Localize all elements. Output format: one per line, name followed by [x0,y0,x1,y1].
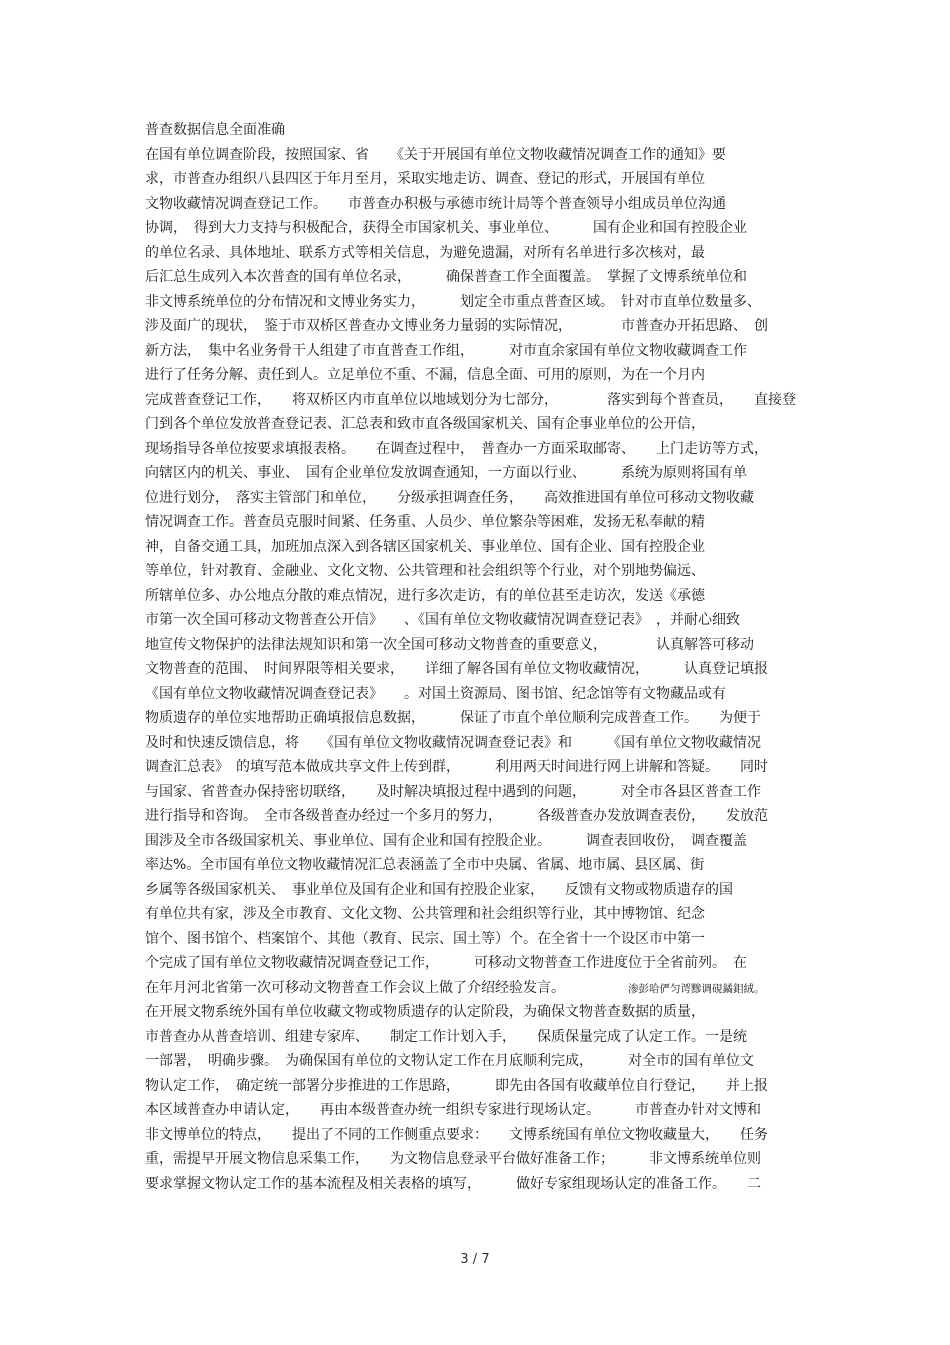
text-line: 神，自备交通工具，加班加点深入到各辖区国家机关、事业单位、国有企业、国有控股企业 [145,538,705,555]
text-line: 与国家、省普查办保持密切联络， 及时解决填报过程中遇到的问题， 对全市各县区普查工作 [145,783,761,800]
text-line: 一部署， 明确步骤。 为确保国有单位的文物认定工作在月底顺利完成， 对全市的国有单位文 [145,1053,754,1069]
text-line: 调查汇总表》 的填写范本做成共享文件上传到群， 利用两天时间进行网上讲解和答疑。 同时 [145,759,768,775]
text-line: 率达%。全市国有单位文物收藏情况汇总表涵盖了全市中央属、省属、地市属、县区属、街 [145,857,705,873]
text-line: 后汇总生成列入本次普查的国有单位名录， 确保普查工作全面覆盖。 掌握了文博系统单位和 [145,269,747,285]
text-line: 位进行划分， 落实主管部门和单位， 分级承担调查任务， 高效推进国有单位可移动文物收藏 [145,489,754,506]
text-line: 现场指导各单位按要求填报表格。 在调查过程中， 普查办一方面采取邮寄、 上门走访等方式， [145,440,768,457]
text-line: 向辖区内的机关、事业、 国有企业单位发放调查通知，一方面以行业、 系统为原则将国有单 [145,465,747,481]
text-line: 个完成了国有单位文物收藏情况调查登记工作， 可移动文物普查工作进度位于全省前列。 在 [145,955,747,971]
text-line: 文物收藏情况调查登记工作。 市普查办积极与承德市统计局等个普查领导小组成员单位沟通 [145,195,726,212]
text-line: 乡属等各级国家机关、 事业单位及国有企业和国有控股企业家， 反馈有文物或物质遗存的国 [145,881,733,898]
text-line: 新方法， 集中名业务骨干人组建了市直普查工作组， 对市直余家国有单位文物收藏调查工作 [145,342,747,359]
text-line: 地宣传文物保护的法律法规知识和第一次全国可移动文物普查的重要意义， 认真解答可移动 [145,636,754,653]
text-line: 馆个、图书馆个、档案馆个、其他（教育、民宗、国土等）个。在全省十一个设区市中第一 [145,930,705,947]
text-line: 进行了任务分解、责任到人。立足单位不重、不漏，信息全面、可用的原则，为在一个月内 [145,367,705,383]
text-line: 及时和快速反馈信息，将 《国有单位文物收藏情况调查登记表》和 《国有单位文物收藏情况 [145,734,761,751]
text-line: 的单位名录、具体地址、联系方式等相关信息，为避免遗漏，对所有名单进行多次核对，最 [145,244,705,261]
text-line: 完成普查登记工作， 将双桥区内市直单位以地域划分为七部分， 落实到每个普查员， 直接登 [145,391,796,408]
text-line: 求，市普查办组织八县四区于年月至月，采取实地走访、调查、登记的形式，开展国有单位 [145,171,705,187]
body-text [145,118,810,1196]
text-line: 有单位共有家，涉及全市教育、文化文物、公共管理和社会组织等行业，其中博物馆、纪念 [145,906,705,922]
text-line-with-note [145,976,810,1001]
text-line: 等单位，针对教育、金融业、文化文物、公共管理和社会组织等个行业，对个别地势偏远、 [145,563,705,579]
text-line: 物认定工作， 确定统一部署分步推进的工作思路， 即先由各国有收藏单位自行登记， 并上报 [145,1077,768,1094]
text-line: 所辖单位多、办公地点分散的难点情况，进行多次走访，有的单位甚至走访次，发送《承德 [145,587,705,604]
text-line: 要求掌握文物认定工作的基本流程及相关表格的填写， 做好专家组现场认定的准备工作。 二 [145,1175,761,1192]
page-number: 3 / 7 [460,1252,490,1267]
text-line: 门到各个单位发放普查登记表、汇总表和致市直各级国家机关、国有企事业单位的公开信， [145,416,705,432]
text-line: 市第一次全国可移动文物普查公开信》 、《国有单位文物收藏情况调查登记表》 ，并耐心细致 [145,612,740,628]
inline-note: 渗彭哈俨匀谔黲调硯鐍鉬絨。 [628,982,765,995]
text-line: 本区域普查办申请认定， 再由本级普查办统一组织专家进行现场认定。 市普查办针对文博和 [145,1102,761,1118]
text-line: 文物普查的范围、 时间界限等相关要求， 详细了解各国有单位文物收藏情况， 认真登记填报 [145,661,768,677]
text-segment: 在年月河北省第一次可移动文物普查工作会议上做了介绍经验发言。 [145,979,628,996]
text-line: 在国有单位调查阶段，按照国家、省 《关于开展国有单位文物收藏情况调查工作的通知》要 [145,146,726,163]
text-line: 非文博单位的特点， 提出了不同的工作侧重点要求： 文博系统国有单位文物收藏量大， 任务 [145,1126,768,1143]
text-line: 进行指导和咨询。 全市各级普查办经过一个多月的努力， 各级普查办发放调查表份， 发放范 [145,808,768,824]
text-line: 《国有单位文物收藏情况调查登记表》 。对国土资源局、图书馆、纪念馆等有文物藏品或有 [145,685,726,702]
text-line: 涉及面广的现状， 鉴于市双桥区普查办文博业务力量弱的实际情况， 市普查办开拓思路、 创 [145,318,768,334]
text-line: 协调， 得到大力支持与积极配合，获得全市国家机关、事业单位、 国有企业和国有控股企业 [145,220,747,236]
text-line: 围涉及全市各级国家机关、事业单位、国有企业和国有控股企业。 调查表回收份， 调查覆盖 [145,832,747,849]
text-line: 市普查办从普查培训、组建专家库、 制定工作计划入手， 保质保量完成了认定工作。一是统 [145,1028,747,1045]
heading-line: 普查数据信息全面准确 [145,122,285,138]
text-line: 非文博系统单位的分布情况和文博业务实力， 划定全市重点普查区域。 针对市直单位数量多、 [145,293,761,310]
text-line: 物质遗存的单位实地帮助正确填报信息数据， 保证了市直个单位顺利完成普查工作。 为便于 [145,710,761,726]
text-line: 情况调查工作。普查员克服时间紧、任务重、人员少、单位繁杂等困难，发扬无私奉献的精 [145,514,705,530]
text-line: 在开展文物系统外国有单位收藏文物或物质遗存的认定阶段，为确保文物普查数据的质量， [145,1004,705,1020]
text-line: 重，需提早开展文物信息采集工作， 为文物信息登录平台做好准备工作； 非文博系统单位则 [145,1151,761,1167]
